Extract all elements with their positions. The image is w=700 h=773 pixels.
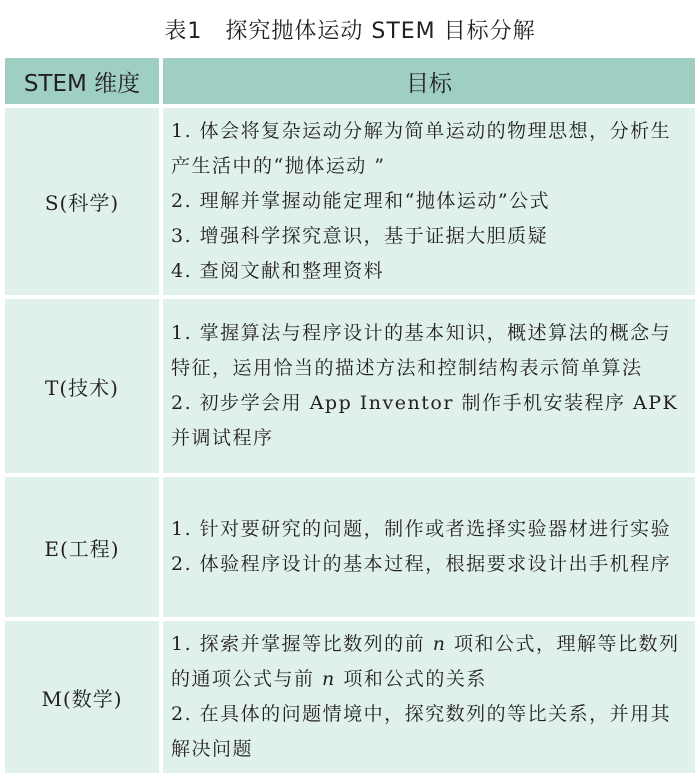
goal-item: 1. 针对要研究的问题，制作或者选择实验器材进行实验 [171, 518, 672, 540]
table-row-science [5, 106, 695, 297]
goal-item: 4. 查阅文献和整理资料 [171, 260, 385, 282]
goal-column-header: 目标 [161, 58, 695, 106]
goal-item [171, 627, 687, 697]
goals-cell [161, 297, 695, 475]
dimension-cell: M(数学) [5, 619, 161, 773]
goals-cell [161, 619, 695, 773]
goal-text: 项和公式的关系 [335, 668, 487, 690]
table-caption: 表1 探究抛体运动 STEM 目标分解 [164, 18, 536, 44]
goal-item: 2. 理解并掌握动能定理和“抛体运动”公式 [171, 190, 551, 212]
goal-item: 3. 增强科学探究意识，基于证据大胆质疑 [171, 225, 549, 247]
dimension-cell: E(工程) [5, 475, 161, 619]
goal-item: 1. 体会将复杂运动分解为简单运动的物理思想，分析生产生活中的“抛体运动 ” [171, 120, 672, 177]
dimension-cell: T(技术) [5, 297, 161, 475]
stem-goals-table [5, 58, 695, 773]
goals-cell [161, 475, 695, 619]
table-row-mathematics [5, 619, 695, 773]
goal-text: 项和公式，理解等比数列的通项公式与前 [171, 633, 680, 690]
table-row-engineering [5, 475, 695, 619]
goal-item: 2. 在具体的问题情境中，探究数列的等比关系，并用其解决问题 [171, 703, 672, 760]
table-row-technology [5, 297, 695, 475]
goal-item: 2. 体验程序设计的基本过程，根据要求设计出手机程序 [171, 553, 672, 575]
goal-text: 1. 探索并掌握等比数列的前 [171, 633, 433, 655]
goal-item: 1. 掌握算法与程序设计的基本知识，概述算法的概念与特征，运用恰当的描述方法和控制结构表示简单算法 [171, 322, 672, 379]
goal-item: 2. 初步学会用 App Inventor 制作手机安装程序 APK 并调试程序 [171, 392, 679, 449]
dimension-column-header: STEM 维度 [5, 58, 161, 106]
variable-n: n [432, 633, 447, 655]
table-header-row [5, 58, 695, 106]
goals-cell [161, 106, 695, 297]
variable-n: n [322, 668, 336, 690]
dimension-cell: S(科学) [5, 106, 161, 297]
